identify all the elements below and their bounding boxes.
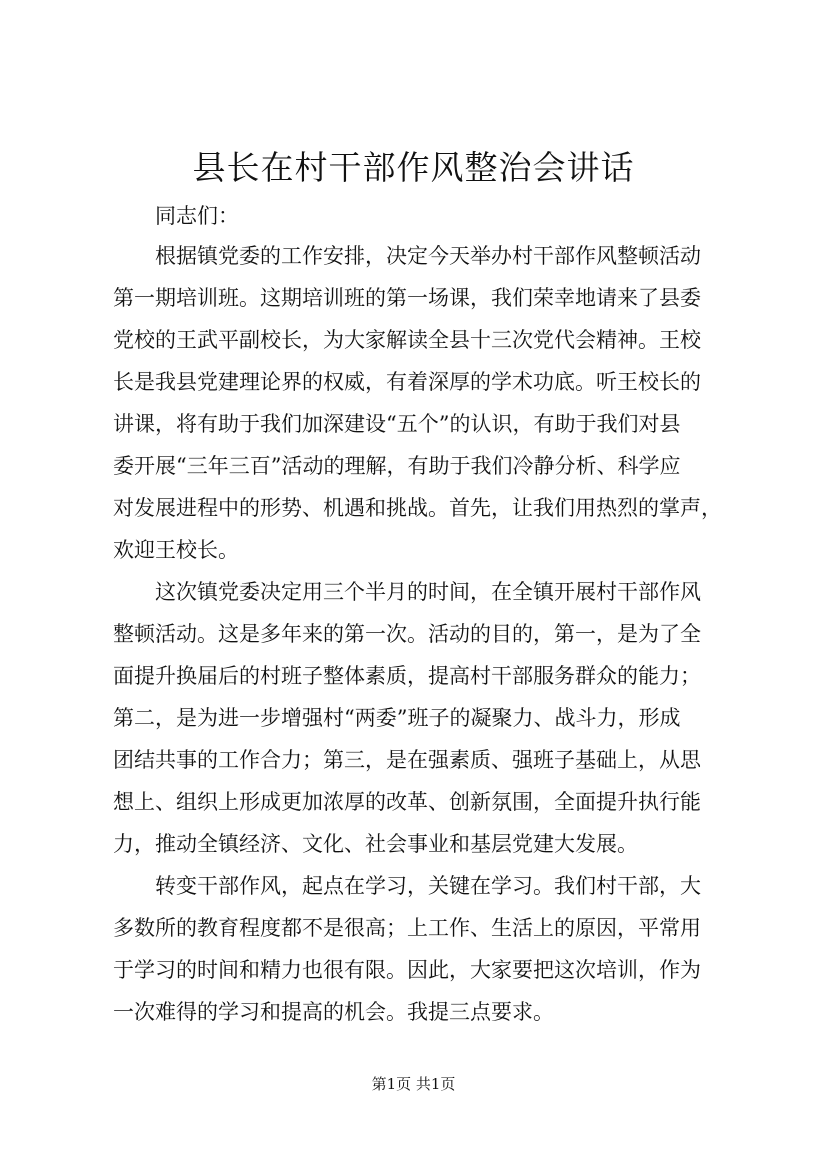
body-line-9: 这次镇党委决定用三个半月的时间，在全镇开展村干部作风 xyxy=(155,580,701,604)
page-footer: 第1页 共1页 xyxy=(371,1075,456,1093)
body-line-5: 讲课，将有助于我们加深建设“五个”的认识，有助于我们对县 xyxy=(113,412,681,436)
document-title: 县长在村干部作风整治会讲话 xyxy=(192,148,635,187)
body-line-15: 力，推动全镇经济、文化、社会事业和基层党建大发展。 xyxy=(113,832,638,856)
body-line-4: 长是我县党建理论界的权威，有着深厚的学术功底。听王校长的 xyxy=(113,370,701,394)
body-line-14: 想上、组织上形成更加浓厚的改革、创新氛围，全面提升执行能 xyxy=(113,790,701,814)
body-line-11: 面提升换届后的村班子整体素质，提高村干部服务群众的能力； xyxy=(113,664,701,688)
body-line-8: 欢迎王校长。 xyxy=(113,538,239,562)
body-line-3: 党校的王武平副校长，为大家解读全县十三次党代会精神。王校 xyxy=(113,328,701,352)
body-line-18: 于学习的时间和精力也很有限。因此，大家要把这次培训，作为 xyxy=(113,958,701,982)
body-line-17: 多数所的教育程度都不是很高；上工作、生活上的原因，平常用 xyxy=(113,916,701,940)
salutation: 同志们： xyxy=(155,204,239,228)
body-line-6: 委开展“三年三百”活动的理解，有助于我们冷静分析、科学应 xyxy=(113,454,681,478)
body-line-13: 团结共事的工作合力；第三，是在强素质、强班子基础上，从思 xyxy=(113,748,701,772)
body-line-10: 整顿活动。这是多年来的第一次。活动的目的，第一，是为了全 xyxy=(113,622,701,646)
body-line-12: 第二，是为进一步增强村“两委”班子的凝聚力、战斗力，形成 xyxy=(113,706,681,730)
body-line-16: 转变干部作风，起点在学习，关键在学习。我们村干部，大 xyxy=(155,874,701,898)
body-line-19: 一次难得的学习和提高的机会。我提三点要求。 xyxy=(113,1000,554,1024)
body-line-2: 第一期培训班。这期培训班的第一场课，我们荣幸地请来了县委 xyxy=(113,286,701,310)
body-line-7: 对发展进程中的形势、机遇和挑战。首先，让我们用热烈的掌声， xyxy=(113,496,722,520)
body-line-1: 根据镇党委的工作安排，决定今天举办村干部作风整顿活动 xyxy=(155,244,701,268)
